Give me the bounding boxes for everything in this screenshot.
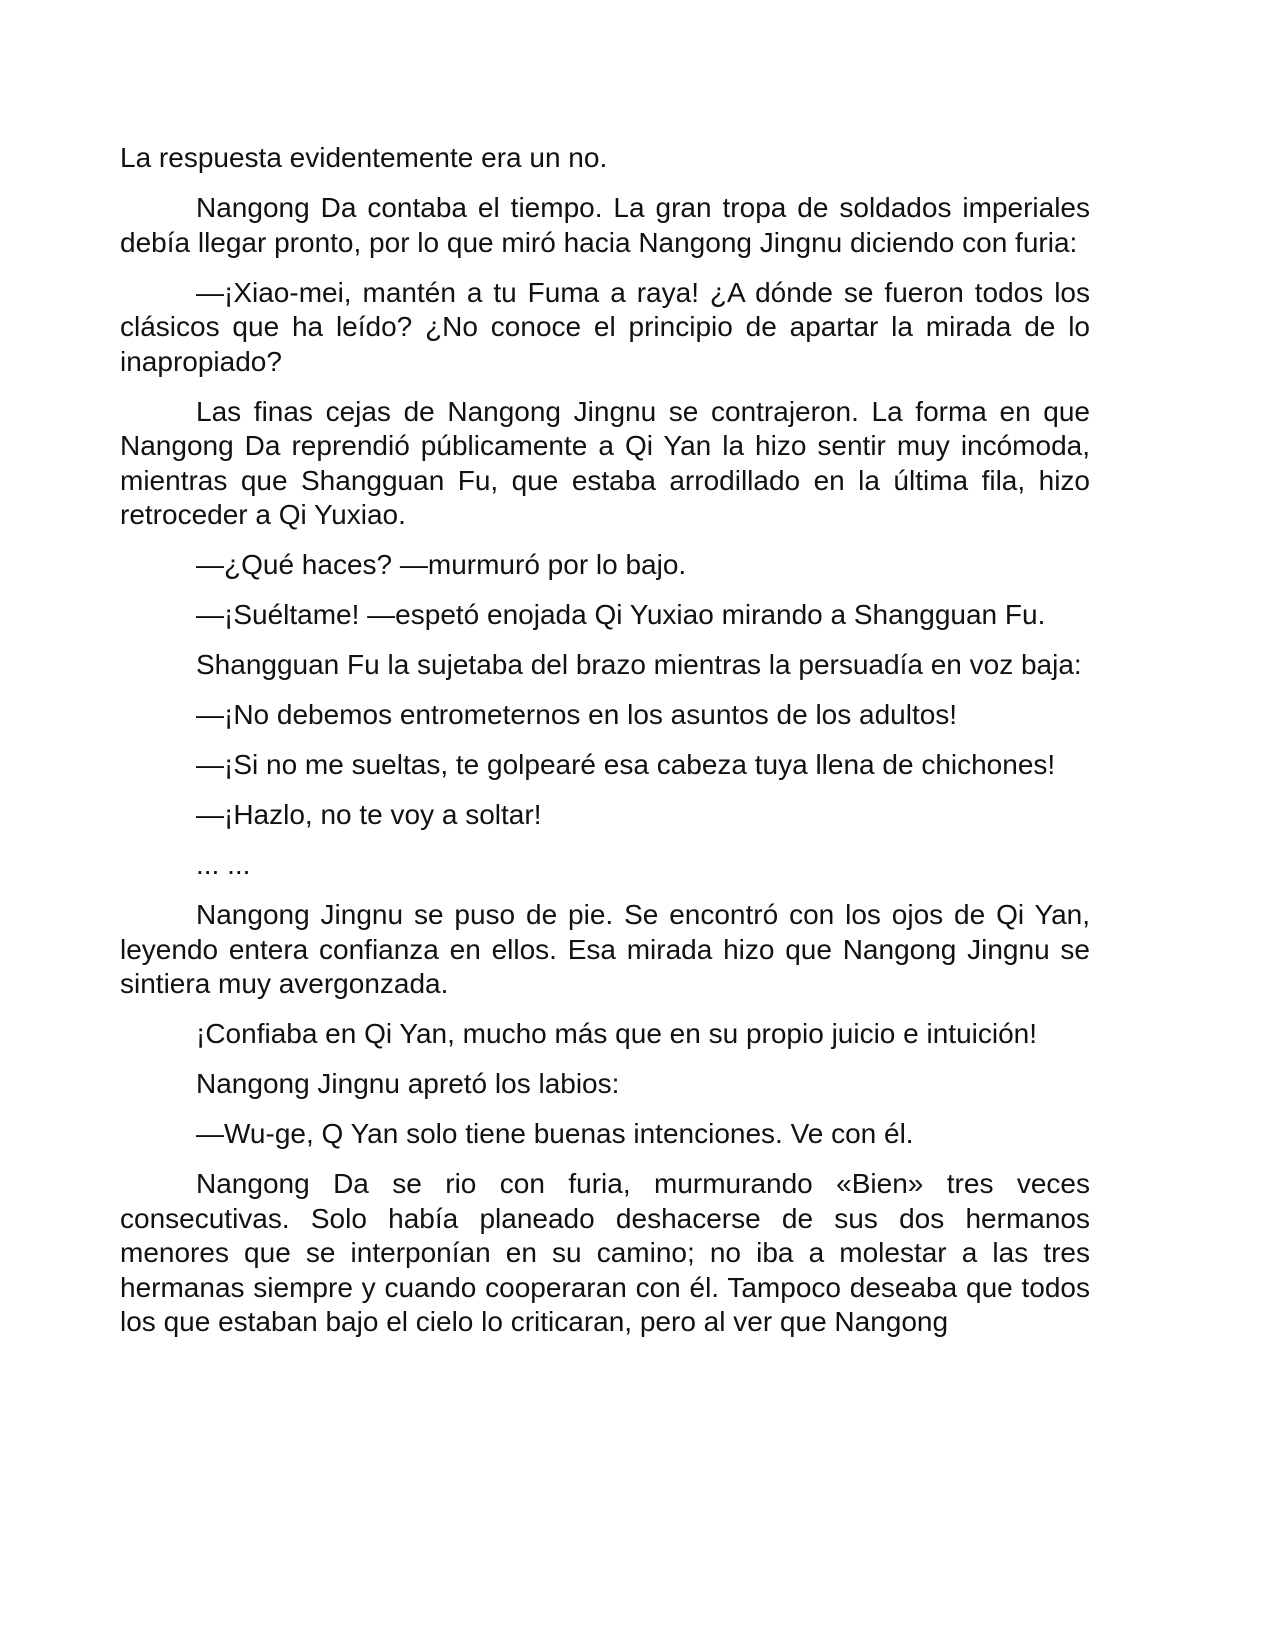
paragraph-8: —¡No debemos entrometernos en los asuntos de los adultos! — [196, 699, 958, 730]
paragraph-15: —Wu-ge, Q Yan solo tiene buenas intenciones. Ve con él. — [196, 1118, 914, 1149]
paragraph-1: La respuesta evidentemente era un no. — [120, 142, 608, 173]
paragraph-2: Nangong Da contaba el tiempo. La gran tropa de soldados imperiales debía llegar pronto, por lo que miró hacia Nangong Jingnu diciendo con furia: — [120, 192, 1090, 258]
paragraph-13: ¡Confiaba en Qi Yan, mucho más que en su propio juicio e intuición! — [196, 1018, 1038, 1049]
paragraph-9: —¡Si no me sueltas, te golpearé esa cabeza tuya llena de chichones! — [196, 749, 1056, 780]
paragraph-6: —¡Suéltame! —espetó enojada Qi Yuxiao mirando a Shangguan Fu. — [196, 599, 1046, 630]
document-page — [120, 141, 1090, 1355]
paragraph-10: —¡Hazlo, no te voy a soltar! — [196, 799, 542, 830]
paragraph-7: Shangguan Fu la sujetaba del brazo mientras la persuadía en voz baja: — [196, 649, 1082, 680]
paragraph-16: Nangong Da se rio con furia, murmurando «Bien» tres veces consecutivas. Solo había planeado deshacerse de sus dos hermanos menores que se interponían en su camino; no iba a molestar a las tres hermanas siempre y cuando cooperaran con él. Tampoco deseaba que todos los que estaban bajo el cielo lo criticaran, pero al ver que Nangong — [120, 1168, 1090, 1337]
paragraph-4: Las finas cejas de Nangong Jingnu se contrajeron. La forma en que Nangong Da reprendió públicamente a Qi Yan la hizo sentir muy incómoda, mientras que Shangguan Fu, que estaba arrodillado en la última fila, hizo retroceder a Qi Yuxiao. — [120, 395, 1090, 530]
paragraph-3: —¡Xiao-mei, mantén a tu Fuma a raya! ¿A dónde se fueron todos los clásicos que ha leído? ¿No conoce el principio de apartar la mirada de lo inapropiado? — [120, 276, 1090, 377]
paragraph-14: Nangong Jingnu apretó los labios: — [196, 1068, 620, 1099]
paragraph-11: ... ... — [196, 849, 251, 880]
paragraph-12: Nangong Jingnu se puso de pie. Se encontró con los ojos de Qi Yan, leyendo entera confianza en ellos. Esa mirada hizo que Nangong Jingnu se sintiera muy avergonzada. — [120, 899, 1090, 999]
paragraph-5: —¿Qué haces? —murmuró por lo bajo. — [196, 549, 687, 580]
